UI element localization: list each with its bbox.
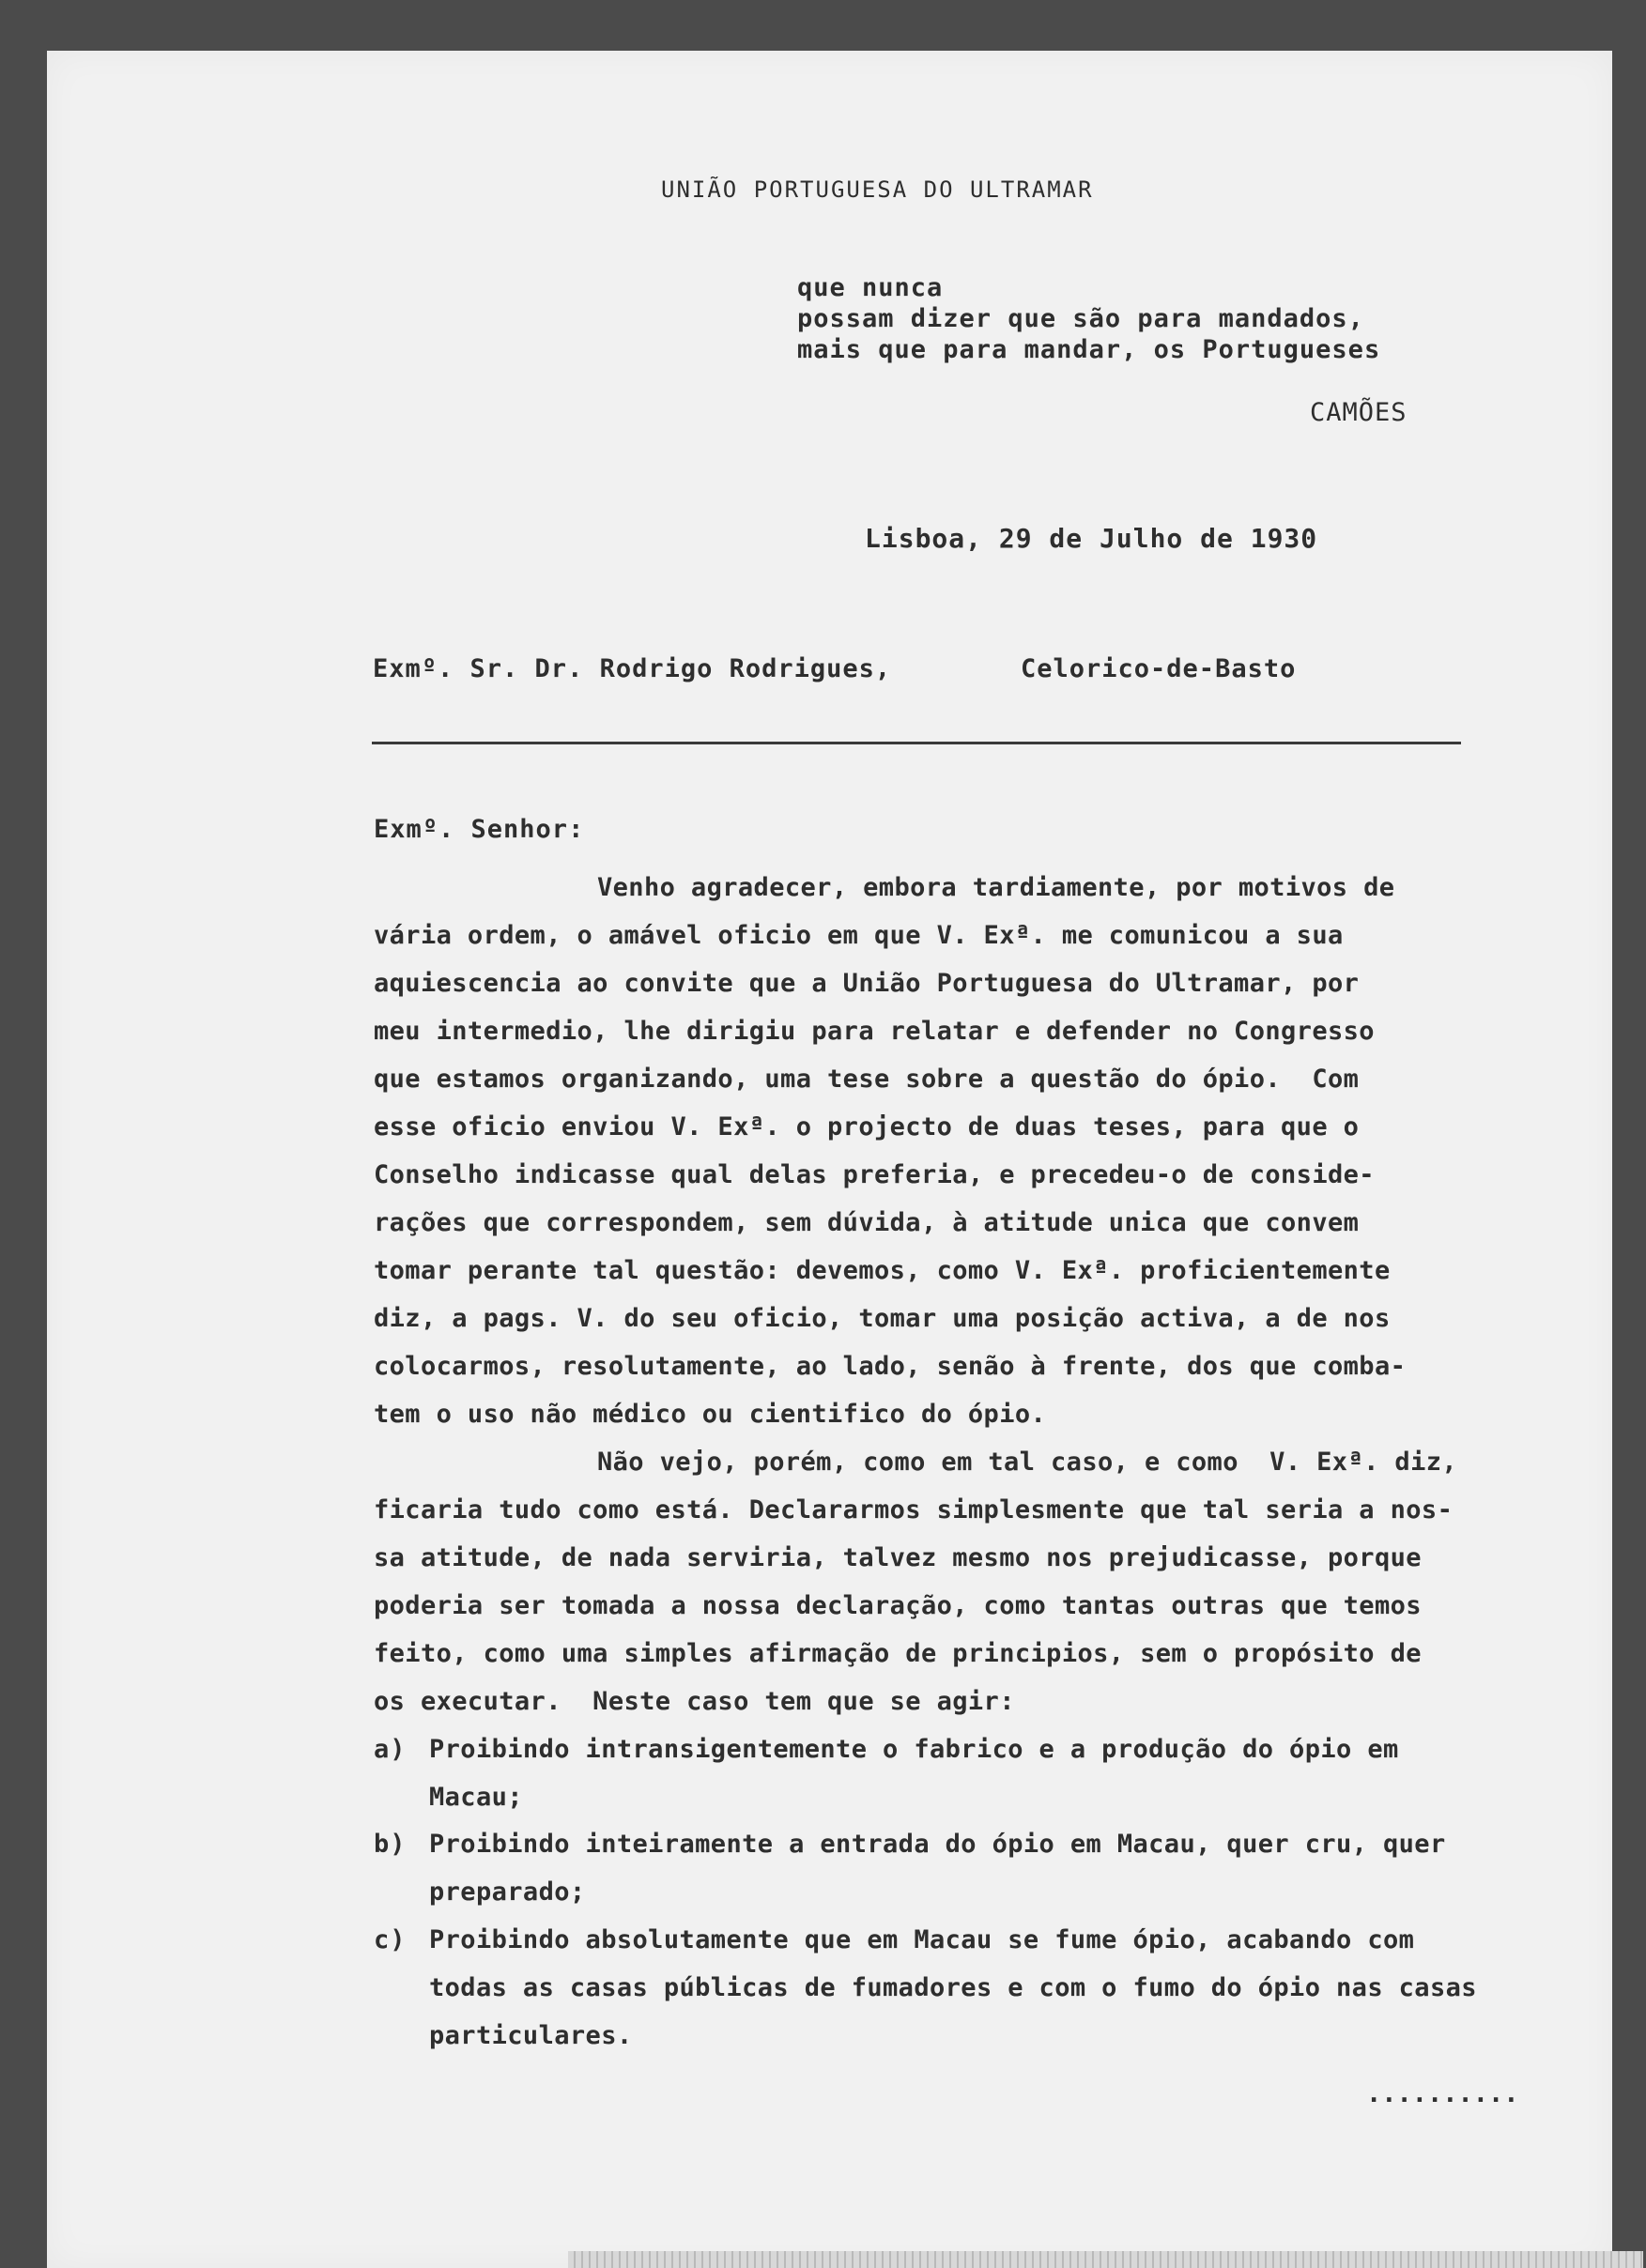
paragraph1-line: meu intermedio, lhe dirigiu para relatar e defender no Congresso	[374, 1017, 1375, 1046]
paragraph1-line: esse oficio enviou V. Exª. o projecto de duas teses, para que o	[374, 1112, 1360, 1142]
continuation-dots: ..........	[1366, 2079, 1519, 2108]
list-item-a-line: Proibindo intransigentemente o fabrico e a produção do ópio em	[429, 1735, 1399, 1764]
paragraph2-line: sa atitude, de nada serviria, talvez mesmo nos prejudicasse, porque	[374, 1543, 1422, 1572]
paragraph1-line: Venho agradecer, embora tardiamente, por motivos de	[597, 873, 1395, 902]
list-item-c-line: particulares.	[429, 2021, 633, 2050]
letterhead: UNIÃO PORTUGUESA DO ULTRAMAR	[661, 176, 1094, 203]
list-item-b-line: preparado;	[429, 1877, 586, 1907]
separator-line	[372, 742, 1461, 744]
date-line: Lisboa, 29 de Julho de 1930	[865, 523, 1318, 554]
paragraph1-line: aquiescencia ao convite que a União Portuguesa do Ultramar, por	[374, 969, 1360, 998]
scan-edge-strip	[568, 2251, 1643, 2268]
epigraph-line-1: que nunca	[797, 273, 944, 302]
list-item-c-line: todas as casas públicas de fumadores e com o fumo do ópio nas casas	[429, 1973, 1477, 2002]
list-marker-b: b)	[374, 1830, 407, 1859]
salutation: Exmº. Senhor:	[374, 815, 585, 844]
paragraph2-line: os executar. Neste caso tem que se agir:	[374, 1687, 1015, 1716]
recipient-name: Exmº. Sr. Dr. Rodrigo Rodrigues,	[373, 654, 892, 683]
epigraph-line-2: possam dizer que são para mandados,	[797, 304, 1364, 333]
paragraph1-line: que estamos organizando, uma tese sobre a questão do ópio. Com	[374, 1065, 1360, 1094]
paragraph1-line: Conselho indicasse qual delas preferia, e precedeu-o de conside-	[374, 1160, 1375, 1189]
paragraph2-line: feito, como uma simples afirmação de principios, sem o propósito de	[374, 1639, 1422, 1668]
epigraph-author: CAMÕES	[1310, 398, 1408, 427]
list-item-b-line: Proibindo inteiramente a entrada do ópio em Macau, quer cru, quer	[429, 1830, 1446, 1859]
paragraph1-line: tem o uso não médico ou cientifico do ópio.	[374, 1400, 1047, 1429]
list-marker-c: c)	[374, 1925, 407, 1954]
paragraph2-line: ficaria tudo como está. Declararmos simplesmente que tal seria a nos-	[374, 1495, 1454, 1525]
paragraph1-line: diz, a pags. V. do seu oficio, tomar uma posição activa, a de nos	[374, 1304, 1391, 1333]
paragraph2-line: poderia ser tomada a nossa declaração, como tantas outras que temos	[374, 1591, 1422, 1620]
paragraph2-line: Não vejo, porém, como em tal caso, e como V. Exª. diz,	[597, 1448, 1458, 1477]
paragraph1-line: rações que correspondem, sem dúvida, à atitude unica que convem	[374, 1208, 1360, 1237]
list-marker-a: a)	[374, 1735, 407, 1764]
recipient-place: Celorico-de-Basto	[1021, 654, 1297, 683]
paragraph1-line: tomar perante tal questão: devemos, como V. Exª. proficientemente	[374, 1256, 1391, 1285]
paragraph1-line: colocarmos, resolutamente, ao lado, senão à frente, dos que comba-	[374, 1352, 1407, 1381]
list-item-a-line: Macau;	[429, 1783, 523, 1812]
paragraph1-line: vária ordem, o amável oficio em que V. Exª. me comunicou a sua	[374, 921, 1344, 950]
epigraph-line-3: mais que para mandar, os Portugueses	[797, 335, 1381, 364]
list-item-c-line: Proibindo absolutamente que em Macau se fume ópio, acabando com	[429, 1925, 1415, 1954]
